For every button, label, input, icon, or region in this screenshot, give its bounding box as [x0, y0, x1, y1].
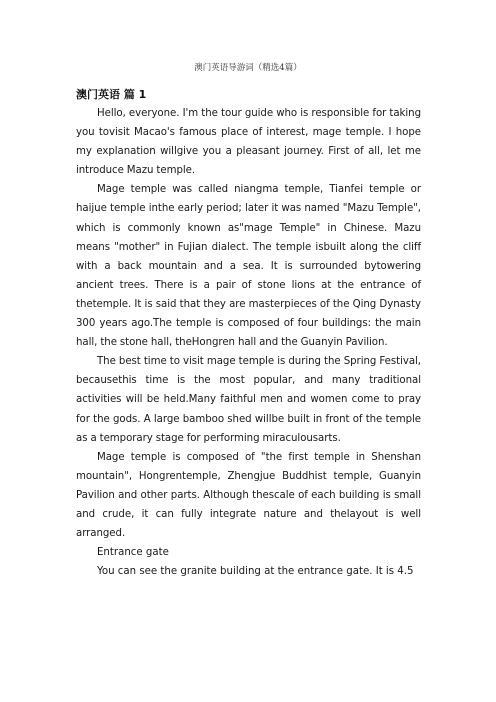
paragraph-4: Mage temple is composed of "the first temple in Shenshan mountain", Hongrentemple, Zhengjue Buddhist temple, Guanyin Pavilion and other parts. Although thescale of each building is small and crude, it can fully integrate nature and thelayout is well arranged.: [76, 451, 421, 540]
paragraph-5-start: You can see the granite building at the entrance gate. It is 4.5: [97, 566, 414, 578]
document-body: [76, 86, 421, 581]
page-header: 澳门英语导游词（精选4篇）: [194, 63, 302, 73]
subheading-entrance-gate: Entrance gate: [97, 547, 169, 559]
paragraph-3: The best time to visit mage temple is during the Spring Festival, becausethis time is the most popular, and many traditional activities will be held.Many faithful men and women come to pray for the gods. A large bamboo shed willbe built in front of the temple as a temporary stage for performing miraculousarts.: [76, 356, 421, 444]
section-title: 澳门英语 篇 1: [76, 88, 147, 101]
paragraph-1: Hello, everyone. I'm the tour guide who is responsible for taking you tovisit Macao's famous place of interest, mage temple. I hope my explanation willgive you a pleasant journey. First of all, let me introduce Mazu temple.: [76, 108, 421, 177]
paragraph-2: Mage temple was called niangma temple, Tianfei temple or haijue temple inthe early period; later it was named "Mazu Temple", which is commonly known as"mage Temple" in Chinese. Mazu means "mother" in Fujian dialect. The temple isbuilt along the cliff with a back mountain and a sea. It is surrounded bytowering ancient trees. There is a pair of stone lions at the entrance of thetemple. It is said that they are masterpieces of the Qing Dynasty 300 years ago.The temple is composed of four buildings: the main hall, the stone hall, theHongren hall and the Guanyin Pavilion.: [76, 184, 421, 349]
